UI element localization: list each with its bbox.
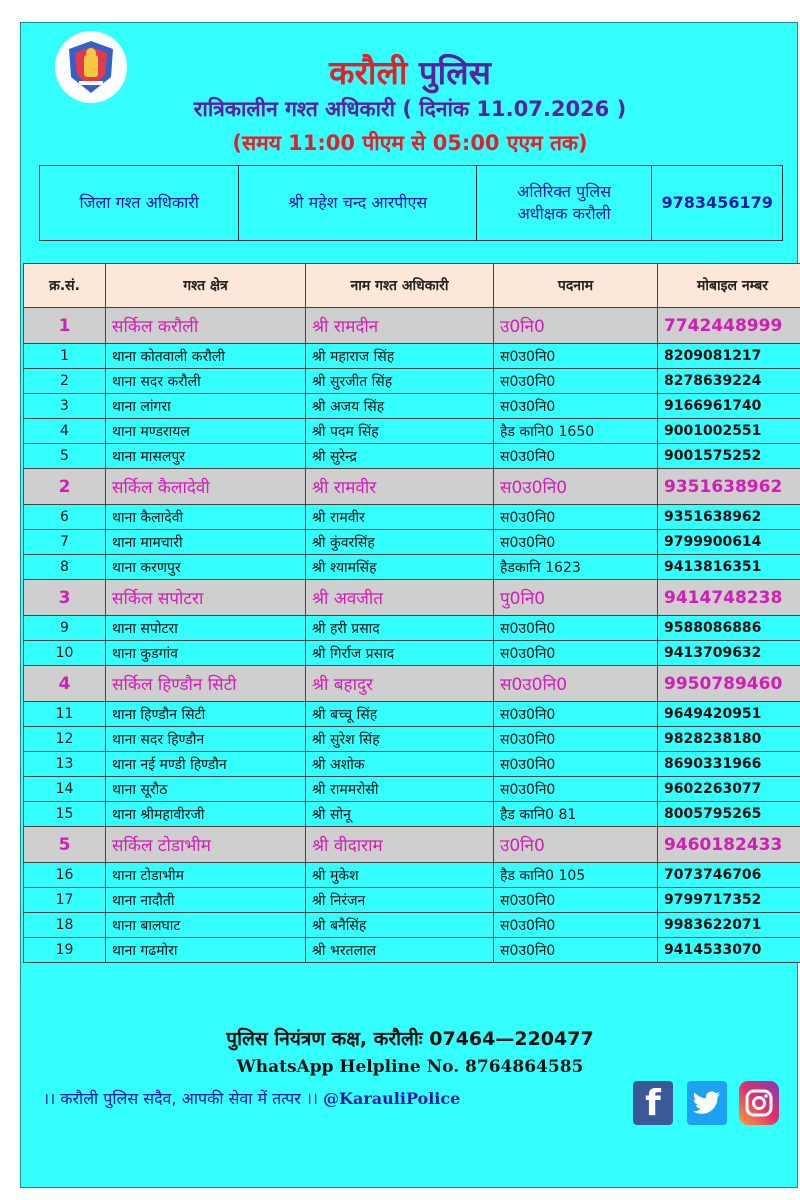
station-officer: श्री सुरजीत सिंह [306,369,494,394]
header-designation: पदनाम [494,264,658,308]
circle-mobile: 7742448999 [658,308,800,344]
circle-number: 2 [24,469,106,505]
station-area: थाना सूरौठ [106,777,306,802]
station-designation: स0उ0नि0 [494,888,658,913]
station-number: 1 [24,344,106,369]
table-row [24,394,800,419]
station-number: 19 [24,938,106,963]
slogan-text: ।। करौली पुलिस सदैव, आपकी सेवा में तत्पर ।। [43,1089,318,1108]
station-area: थाना श्रीमहावीरजी [106,802,306,827]
station-mobile: 9413709632 [658,641,800,666]
station-area: थाना लांगरा [106,394,306,419]
station-designation: स0उ0नि0 [494,641,658,666]
station-area: थाना नादौती [106,888,306,913]
station-designation: स0उ0नि0 [494,444,658,469]
station-number: 18 [24,913,106,938]
station-number: 3 [24,394,106,419]
station-area: थाना सदर हिण्डौन [106,727,306,752]
station-number: 4 [24,419,106,444]
station-number: 13 [24,752,106,777]
station-designation: स0उ0नि0 [494,369,658,394]
circle-officer: श्री बहादुर [306,666,494,702]
station-designation: स0उ0नि0 [494,938,658,963]
station-officer: श्री मुकेश [306,863,494,888]
station-designation: स0उ0नि0 [494,913,658,938]
station-officer: श्री अजय सिंह [306,394,494,419]
circle-row [24,308,800,344]
station-number: 12 [24,727,106,752]
station-area: थाना सपोटरा [106,616,306,641]
instagram-icon[interactable] [739,1081,779,1125]
designation-line-2: अधीक्षक करौली [517,204,611,223]
station-number: 11 [24,702,106,727]
social-handle[interactable]: @KarauliPolice [323,1089,461,1108]
circle-mobile: 9950789460 [658,666,800,702]
station-designation: स0उ0नि0 [494,702,658,727]
circle-number: 1 [24,308,106,344]
table-row [24,863,800,888]
table-row [24,802,800,827]
station-officer: श्री गिर्राज प्रसाद [306,641,494,666]
table-row [24,444,800,469]
station-number: 15 [24,802,106,827]
table-row [24,369,800,394]
station-mobile: 9001002551 [658,419,800,444]
header-officer: नाम गश्त अधिकारी [306,264,494,308]
circle-mobile: 9414748238 [658,580,800,616]
station-number: 2 [24,369,106,394]
station-officer: श्री बनैसिंह [306,913,494,938]
circle-number: 5 [24,827,106,863]
title-police: पुलिस [418,53,491,92]
header-serial: क्र.सं. [24,264,106,308]
circle-row [24,827,800,863]
station-mobile: 9413816351 [658,555,800,580]
footer-slogan [43,1087,460,1109]
station-mobile: 9799717352 [658,888,800,913]
station-mobile: 8278639224 [658,369,800,394]
header-mobile: मोबाइल नम्बर [658,264,800,308]
circle-area: सर्किल करौली [106,308,306,344]
designation-line-1: अतिरिक्त पुलिस [517,182,612,201]
station-area: थाना सदर करौली [106,369,306,394]
station-mobile: 9588086886 [658,616,800,641]
title-karauli: करौली [329,53,408,92]
circle-row [24,666,800,702]
station-designation: स0उ0नि0 [494,616,658,641]
district-officer-role: जिला गश्त अधिकारी [40,166,239,240]
table-row [24,888,800,913]
station-officer: श्री सुरेश सिंह [306,727,494,752]
table-row [24,530,800,555]
station-number: 10 [24,641,106,666]
table-row [24,641,800,666]
circle-designation: उ0नि0 [494,308,658,344]
station-officer: श्री सोनू [306,802,494,827]
circle-officer: श्री रामवीर [306,469,494,505]
station-area: थाना कुडगांव [106,641,306,666]
circle-mobile: 9460182433 [658,827,800,863]
station-officer: श्री पदम सिंह [306,419,494,444]
station-area: थाना बालघाट [106,913,306,938]
table-row [24,938,800,963]
station-designation: हैड कानि0 105 [494,863,658,888]
station-officer: श्री निरंजन [306,888,494,913]
circle-row [24,580,800,616]
station-mobile: 9001575252 [658,444,800,469]
table-row [24,616,800,641]
station-mobile: 9166961740 [658,394,800,419]
circle-area: सर्किल कैलादेवी [106,469,306,505]
circle-officer: श्री वीदाराम [306,827,494,863]
station-area: थाना नई मण्डी हिण्डौन [106,752,306,777]
station-officer: श्री बच्चू सिंह [306,702,494,727]
facebook-icon[interactable]: f [633,1081,673,1125]
station-mobile: 8005795265 [658,802,800,827]
circle-area: सर्किल सपोटरा [106,580,306,616]
station-mobile: 8690331966 [658,752,800,777]
station-officer: श्री सुरेन्द्र [306,444,494,469]
circle-officer: श्री अवजीत [306,580,494,616]
station-number: 8 [24,555,106,580]
station-designation: स0उ0नि0 [494,344,658,369]
table-row [24,777,800,802]
station-mobile: 9799900614 [658,530,800,555]
district-officer-box [39,165,783,241]
circle-area: सर्किल टोडाभीम [106,827,306,863]
station-number: 17 [24,888,106,913]
station-mobile: 8209081217 [658,344,800,369]
table-row [24,419,800,444]
circle-designation: स0उ0नि0 [494,469,658,505]
station-designation: हैडकानि 1623 [494,555,658,580]
station-area: थाना कोतवाली करौली [106,344,306,369]
circle-designation: उ0नि0 [494,827,658,863]
station-area: थाना मामचारी [106,530,306,555]
station-number: 9 [24,616,106,641]
station-officer: श्री राममरोसी [306,777,494,802]
station-designation: स0उ0नि0 [494,752,658,777]
station-mobile: 9602263077 [658,777,800,802]
table-row [24,555,800,580]
station-number: 16 [24,863,106,888]
station-mobile: 9649420951 [658,702,800,727]
station-designation: स0उ0नि0 [494,394,658,419]
station-number: 6 [24,505,106,530]
table-header-row [24,264,800,308]
station-area: थाना मण्डरायल [106,419,306,444]
station-mobile: 9351638962 [658,505,800,530]
station-mobile: 7073746706 [658,863,800,888]
station-designation: हैड कानि0 81 [494,802,658,827]
station-number: 7 [24,530,106,555]
table-row [24,505,800,530]
table-row [24,752,800,777]
station-area: थाना कैलादेवी [106,505,306,530]
circle-designation: स0उ0नि0 [494,666,658,702]
circle-row [24,469,800,505]
station-area: थाना हिण्डौन सिटी [106,702,306,727]
table-row [24,702,800,727]
station-officer: श्री अशोक [306,752,494,777]
circle-number: 3 [24,580,106,616]
circle-officer: श्री रामदीन [306,308,494,344]
station-number: 14 [24,777,106,802]
table-row [24,344,800,369]
station-designation: स0उ0नि0 [494,727,658,752]
station-mobile: 9828238180 [658,727,800,752]
station-area: थाना गढमोरा [106,938,306,963]
district-officer-name: श्री महेश चन्द आरपीएस [239,166,476,240]
district-officer-mobile: 9783456179 [661,193,773,212]
station-area: थाना टोडाभीम [106,863,306,888]
station-area: थाना करणपुर [106,555,306,580]
circle-number: 4 [24,666,106,702]
station-area: थाना मासलपुर [106,444,306,469]
control-room-number: पुलिस नियंत्रण कक्ष, करौलीः 07464—220477 [226,1028,594,1050]
patrol-table [23,263,800,963]
time-range: (समय 11:00 पीएम से 05:00 एएम तक) [232,131,588,155]
station-number: 5 [24,444,106,469]
station-officer: श्री कुंवरसिंह [306,530,494,555]
station-officer: श्री श्यामसिंह [306,555,494,580]
twitter-icon[interactable] [687,1081,727,1125]
station-officer: श्री रामवीर [306,505,494,530]
station-officer: श्री हरी प्रसाद [306,616,494,641]
header-area: गश्त क्षेत्र [106,264,306,308]
circle-mobile: 9351638962 [658,469,800,505]
station-designation: स0उ0नि0 [494,777,658,802]
whatsapp-helpline: WhatsApp Helpline No. 8764864585 [236,1057,584,1077]
station-mobile: 9983622071 [658,913,800,938]
poster [20,22,798,1188]
circle-designation: पु0नि0 [494,580,658,616]
station-mobile: 9414533070 [658,938,800,963]
circle-area: सर्किल हिण्डौन सिटी [106,666,306,702]
page-subtitle: रात्रिकालीन गश्त अधिकारी ( दिनांक 11.07.2026 ) [193,97,627,121]
station-officer: श्री महाराज सिंह [306,344,494,369]
station-officer: श्री भरतलाल [306,938,494,963]
station-designation: हैड कानि0 1650 [494,419,658,444]
page-title [21,53,799,93]
station-designation: स0उ0नि0 [494,505,658,530]
table-row [24,913,800,938]
table-row [24,727,800,752]
district-officer-designation [477,166,653,240]
station-designation: स0उ0नि0 [494,530,658,555]
